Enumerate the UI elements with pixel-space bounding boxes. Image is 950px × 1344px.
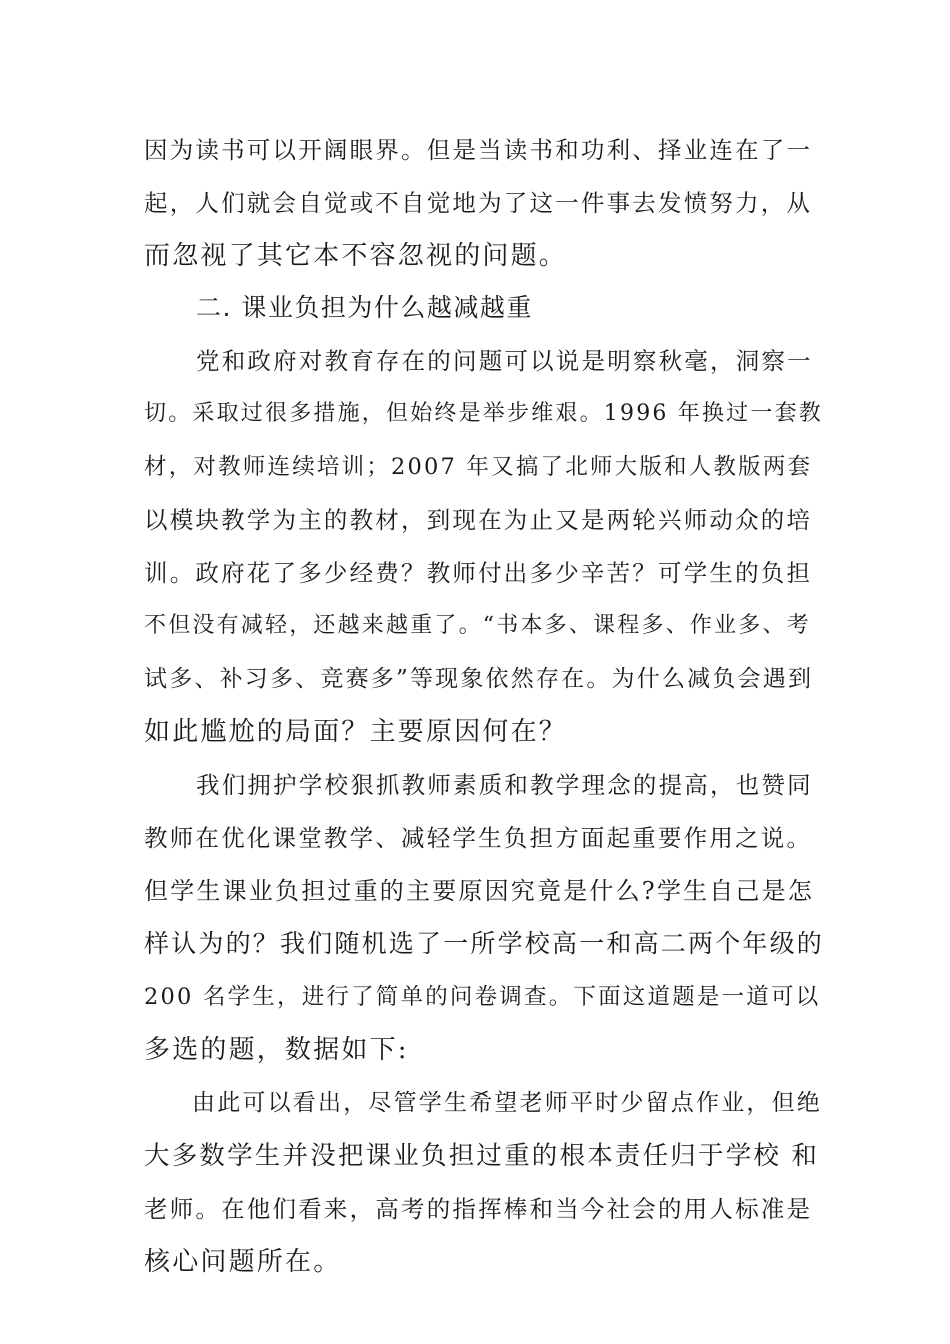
text-line: 核心问题所在。 — [144, 1247, 342, 1277]
text-line: 大多数学生并没把课业负担过重的根本责任归于学校 和 — [144, 1141, 820, 1171]
text-line: 200 名学生，进行了简单的问卷调查。下面这道题是一道可以 — [144, 984, 821, 1010]
text-line: 不但没有减轻，还越来越重了。“书本多、课程多、作业多、考 — [144, 613, 811, 638]
text-line: 训。政府花了多少经费？教师付出多少辛苦？可学生的负担 — [144, 559, 813, 587]
text-line: 党和政府对教育存在的问题可以说是明察秋毫，洞察一 — [196, 347, 813, 375]
section-heading: 二. 课业负担为什么越减越重 — [196, 293, 533, 322]
text-line: 我们拥护学校狠抓教师素质和教学理念的提高，也赞同 — [196, 771, 813, 799]
text-line: 教师在优化课堂教学、减轻学生负担方面起重要作用之说。 — [144, 824, 813, 852]
text-line: 老师。在他们看来，高考的指挥棒和当今社会的用人标准是 — [144, 1195, 813, 1223]
text-line: 如此尴尬的局面？主要原因何在？ — [144, 717, 568, 747]
text-line: 因为读书可以开阔眼界。但是当读书和功利、择业连在了一 — [144, 136, 813, 164]
text-line: 切。采取过很多措施，但始终是举步维艰。1996 年换过一套教 — [144, 401, 823, 426]
text-line: 由此可以看出，尽管学生希望老师平时少留点作业，但绝 — [192, 1090, 822, 1116]
text-line: 样认为的？我们随机选了一所学校高一和高二两个年级的 — [144, 929, 825, 958]
text-line: 多选的题，数据如下: — [144, 1035, 409, 1065]
text-line: 以模块教学为主的教材，到现在为止又是两轮兴师动众的培 — [144, 506, 813, 534]
text-line: 起，人们就会自觉或不自觉地为了这一件事去发愤努力，从 — [144, 189, 813, 217]
text-line: 而忽视了其它本不容忽视的问题。 — [144, 241, 568, 271]
text-line: 材，对教师连续培训；2007 年又搞了北师大版和人教版两套 — [144, 454, 813, 480]
text-line: 但学生课业负担过重的主要原因究竟是什么?学生自己是怎 — [144, 877, 815, 905]
text-line: 试多、补习多、竞赛多”等现象依然存在。为什么减负会遇到 — [144, 666, 814, 692]
